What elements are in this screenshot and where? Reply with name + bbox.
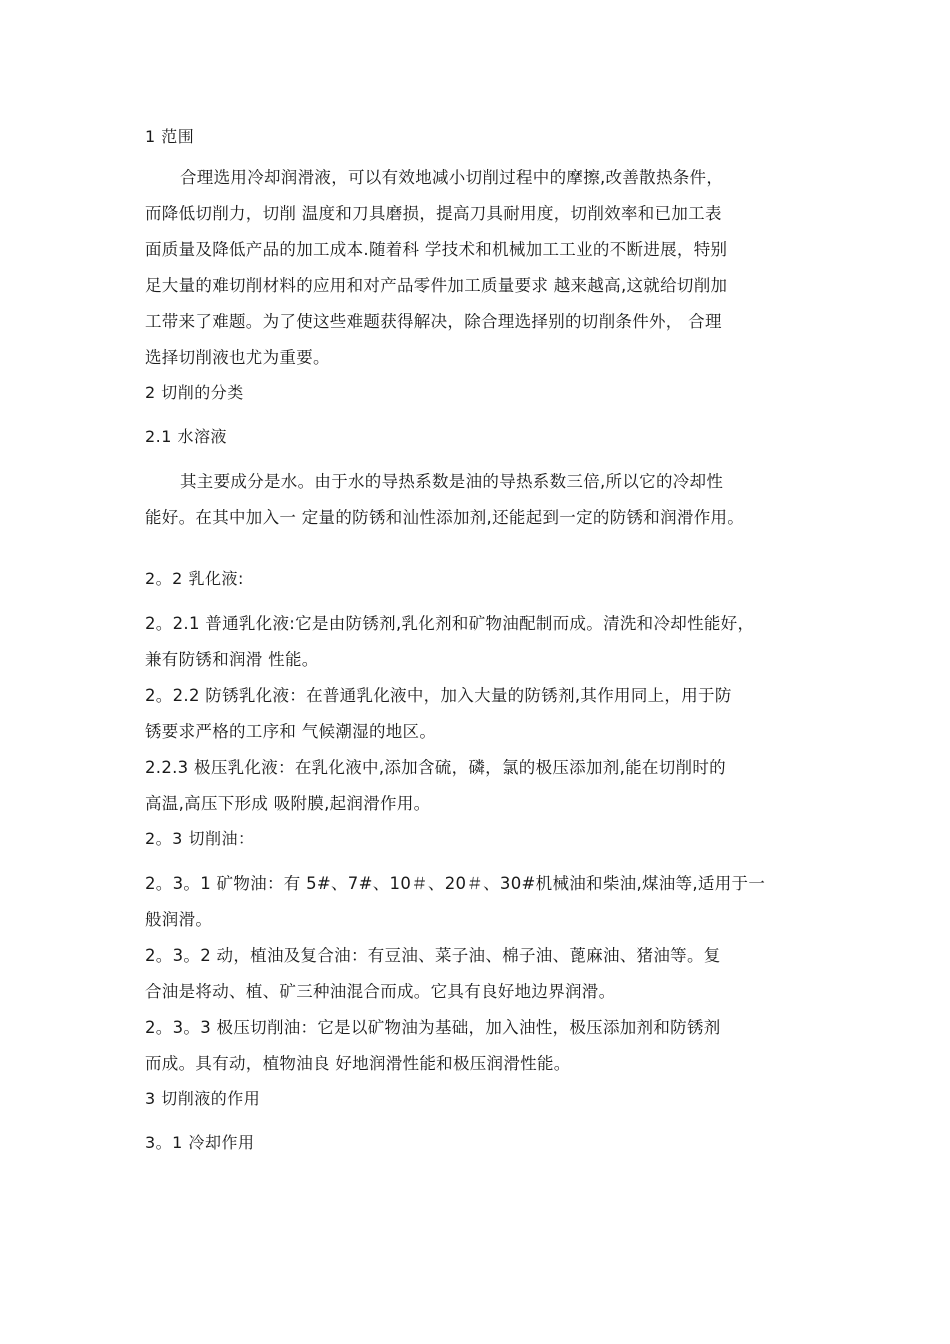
section-1-paragraph: [145, 160, 813, 376]
text-line: 能好。在其中加入一 定量的防锈和汕性添加剂,还能起到一定的防锈和润滑作用。: [145, 508, 745, 527]
text-line: 高温,高压下形成 吸附膜,起润滑作用。: [145, 794, 431, 813]
text-line: 锈要求严格的工序和 气候潮湿的地区。: [145, 722, 437, 741]
text-line: 兼有防锈和润滑 性能。: [145, 650, 319, 669]
text-line: 而降低切削力，切削 温度和刀具磨损，提高刀具耐用度，切削效率和已加工表: [145, 204, 722, 223]
document-page: [145, 120, 813, 1160]
section-3-heading: 3 切削液的作用: [145, 1089, 261, 1108]
section-2-heading: 2 切削的分类: [145, 383, 244, 402]
text-line: 面质量及降低产品的加工成本.随着科 学技术和机械加工工业的不断进展，特别: [145, 240, 728, 259]
text-line: 选择切削液也尤为重要。: [145, 348, 330, 367]
text-line: 2。3。2 动，植油及复合油：有豆油、菜子油、棉子油、蓖麻油、猪油等。复: [145, 946, 721, 965]
section-2-3-heading: 2。3 切削油：: [145, 829, 255, 848]
list-item: [145, 866, 813, 938]
text-line: 合理选用冷却润滑液，可以有效地减小切削过程中的摩擦,改善散热条件，: [180, 168, 724, 187]
text-line: 2。2.2 防锈乳化液：在普通乳化液中，加入大量的防锈剂,其作用同上，用于防: [145, 686, 732, 705]
section-1-heading: 1 范围: [145, 127, 195, 146]
text-line: 其主要成分是水。由于水的导热系数是油的导热系数三倍,所以它的冷却性: [180, 472, 724, 491]
section-2-1-heading: 2.1 水溶液: [145, 427, 228, 446]
text-line: 2。3。3 极压切削油：它是以矿物油为基础，加入油性，极压添加剂和防锈剂: [145, 1018, 721, 1037]
text-line: 工带来了难题。为了使这些难题获得解决，除合理选择别的切削条件外， 合理: [145, 312, 722, 331]
text-line: 合油是将动、植、矿三种油混合而成。它具有良好地边界润滑。: [145, 982, 616, 1001]
text-line: 2.2.3 极压乳化液：在乳化液中,添加含硫，磷，氯的极压添加剂,能在切削时的: [145, 758, 726, 777]
text-line: 2。3。1 矿物油：有 5#、7#、10＃、20＃、30#机械油和柴油,煤油等,适用于一: [145, 874, 766, 893]
list-item: [145, 938, 813, 1010]
section-2-2-heading: 2。2 乳化液:: [145, 569, 244, 588]
text-line: 而成。具有动，植物油良 好地润滑性能和极压润滑性能。: [145, 1054, 571, 1073]
text-line: 足大量的难切削材料的应用和对产品零件加工质量要求 越来越高,这就给切削加: [145, 276, 728, 295]
list-item: [145, 750, 813, 822]
section-3-1-heading: 3。1 冷却作用: [145, 1133, 255, 1152]
text-line: 般润滑。: [145, 910, 213, 929]
list-item: [145, 606, 813, 678]
text-line: 2。2.1 普通乳化液:它是由防锈剂,乳化剂和矿物油配制而成。清洗和冷却性能好，: [145, 614, 755, 633]
list-item: [145, 678, 813, 750]
section-2-1-paragraph: [145, 464, 813, 536]
list-item: [145, 1010, 813, 1082]
